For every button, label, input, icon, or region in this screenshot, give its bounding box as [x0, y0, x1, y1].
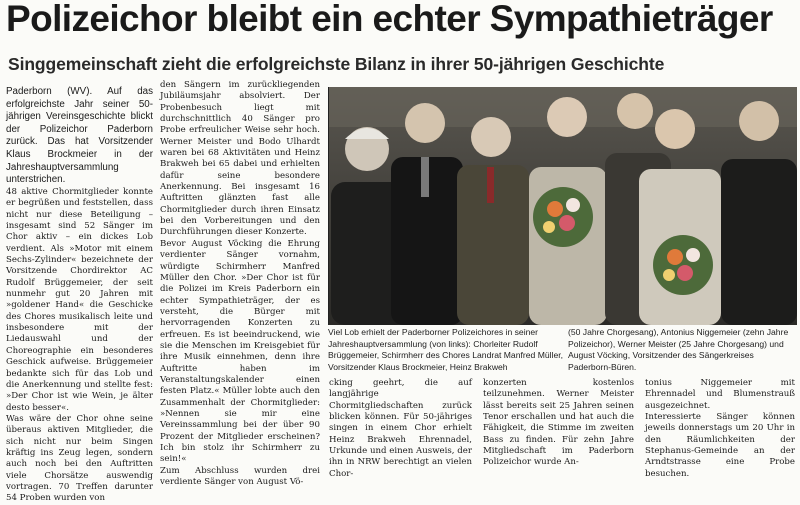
bouquet-left [533, 187, 593, 247]
bouquet-right [653, 235, 713, 295]
article-column-3: cking geehrt, die auf langjährige Chormitgliedschaften zurück blicken können. Für 50-jähriges singen in einem Chor erhielt Heinz Brakweh Ehrennadel, Urkunde und einen Ausweis, der ihn in NRW berechtigt an vielen Chor- [329, 378, 472, 479]
headline: Polizeichor bleibt ein echter Sympathieträger [6, 0, 773, 39]
group-photo [328, 87, 797, 325]
article-column-5: tonius Niggemeier mit Ehrennadel und Blumenstrauß ausgezeichnet. Interessierte Sänger können jeweils donnerstags um 20 Uhr in den Räumlichkeiten der Stephanus-Gemeinde an der Arndtstrasse eine Probe besuchen. [645, 378, 795, 479]
article-column-1: 48 aktive Chormitglieder konnte er begrüßen und feststellen, dass nicht nur diese Beteiligung – insgesamt sind 52 Sänger im Chor aktiv – ein dickes Lob verdient. Als »Motor mit einem Sechs-Zylinder« bezeichnete der Vorsitzende Chordirektor AC Rudolf Brüggemeier, der seit nunmehr gut 20 Jahren mit »goldener Hand« die Geschicke des Chores musikalisch leite und insbesondere mit der Liedauswahl und der Choreographie ein besonderes Geschick aufweise. Brüggemeier bedankte sich für das Lob und die Anerkennung und stellte fest: »Der Chor ist wie Wein, je älter desto besser«. Was wäre der Chor ohne seine überaus aktiven Mitglieder, die sich nicht nur beim Singen kräftig ins Zeug legen, sondern auch noch bei den Auftritten viele Chorsätze auswendig vortragen. 70 Treffen darunter 54 Proben wurden von [6, 187, 153, 504]
group-photo-illustration [329, 87, 797, 325]
subheadline: Singgemeinschaft zieht die erfolgreichste Bilanz in ihrer 50-jährigen Geschichte [8, 54, 665, 74]
article-column-2: den Sängern im zurückliegenden Jubiläumsjahr absolviert. Der Probenbesuch liegt mit durchschnittlich 40 Sänger pro Probe erfreulicher Weise sehr hoch. Werner Meister und Bodo Ulhardt waren bei 68 Aktivitäten und Heinz Brakweh bei 65 dabei und erhielten dafür seine besondere Anerkennung. Bei insgesamt 16 Auftritten glänzten fast alle Chormitglieder durch ihren Einsatz bei den Vorbereitungen und den Durchführungen dieser Konzerte. Bevor August Vöcking die Ehrung verdienter Sänger vornahm, würdigte Schirmherr Manfred Müller den Chor. »Der Chor ist für die Polizei im Kreis Paderborn ein echter Sympathieträger, der es versteht, die Bürger mit hervorragenden Konzerten zu erfreuen. Es ist beeindruckend, wie sie die Menschen im Kreisgebiet für ihre Musik einnehmen, denn ihre Auftritte haben im Veranstaltungskalender einen festen Platz.« Müller lobte auch den Zusammenhalt der Chormitglieder: »Nennen sie mir eine Vereinssammlung bei der über 90 Prozent der Mitglieder erscheinen? Ich bin stolz ihr Schirmherr zu sein!« Zum Abschluss wurden drei verdiente Sänger von August Vö- [160, 80, 320, 488]
photo-caption-left: Viel Lob erhielt der Paderborner Polizeichores in seiner Jahreshauptversammlung (von links): Chorleiter Rudolf Brüggemeier, Schirmherr des Chores Landrat Manfred Müller, Vorsitzender Klaus Brockmeier, Heinz Brakweh [328, 327, 564, 372]
article-column-4: konzerten kostenlos teilzunehmen. Werner Meister lässt bereits seit 25 Jahren seinen Tenor erschallen und hat auch die Fähigkeit, die Stimme im zweiten Bass zu finden. Für zehn Jahre Mitgliedschaft im Paderborn Polizeichor wurde An- [483, 378, 634, 468]
lead-paragraph: Paderborn (WV). Auf das erfolgreichste Jahr seiner 50-jährigen Vereinsgeschichte blickt der Polizeichor Paderborn zurück. Das hat Vorsitzender Klaus Brockmeier in der Jahreshauptversammlung unterstrichen. [6, 86, 153, 186]
photo-caption-right: (50 Jahre Chorgesang), Antonius Niggemeier (zehn Jahre Polizeichor), Werner Meister (25 Jahre Chorgesang) und August Vöcking, Vorsitzender des Sängerkreises Paderborn-Büren. [568, 327, 789, 372]
